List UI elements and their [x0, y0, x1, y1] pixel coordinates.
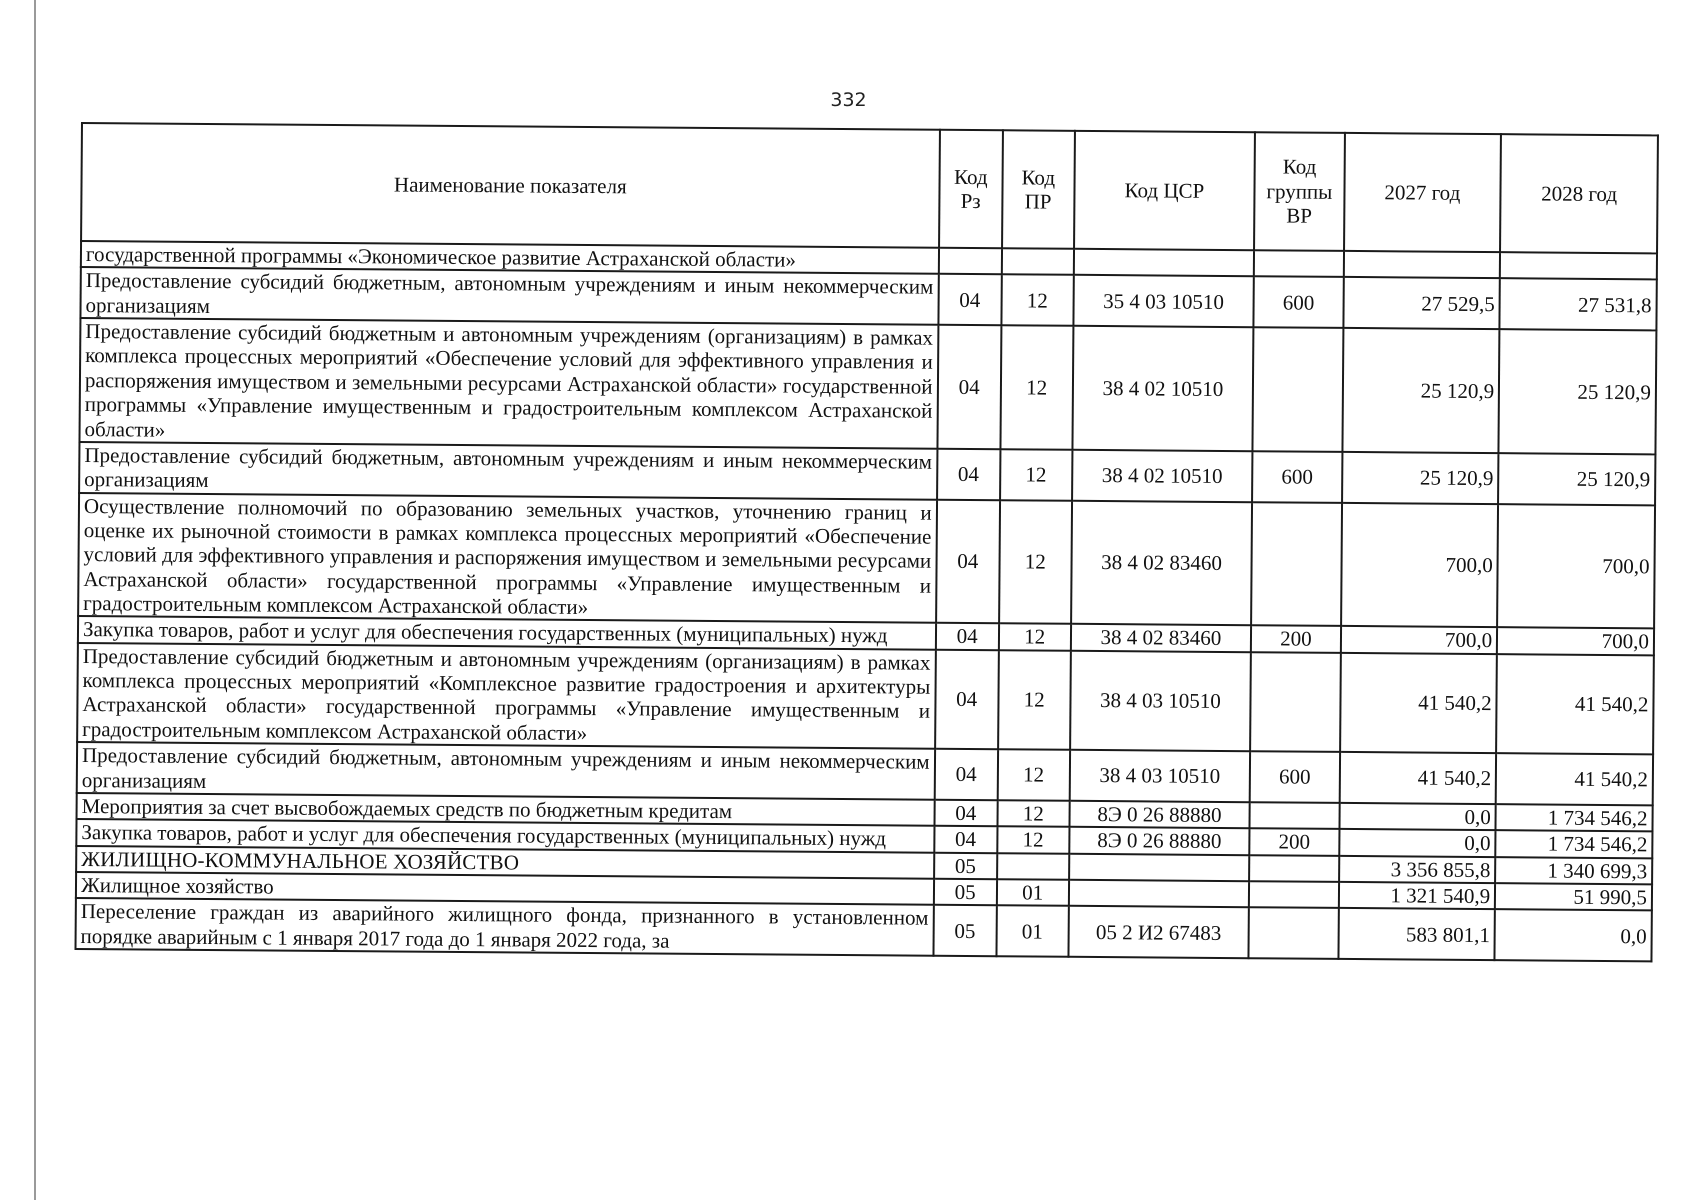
- row-rz: 04: [936, 623, 999, 650]
- row-pr: 01: [997, 879, 1069, 906]
- row-rz: 04: [934, 826, 997, 853]
- row-csr: 38 4 02 10510: [1072, 450, 1253, 502]
- row-csr: [1069, 853, 1250, 881]
- row-csr: 38 4 02 83460: [1071, 500, 1253, 625]
- row-2027: 0,0: [1339, 829, 1496, 857]
- row-rz: [938, 248, 1001, 275]
- row-2027: 0,0: [1339, 803, 1496, 831]
- row-rz: 04: [938, 274, 1002, 325]
- row-2028: 0,0: [1495, 909, 1652, 961]
- row-2028: 1 340 699,3: [1495, 857, 1652, 885]
- row-vr: [1250, 652, 1340, 752]
- row-2028: 700,0: [1497, 628, 1654, 656]
- row-name: Мероприятия за счет высвобождаемых средств по бюджетным кредитам: [77, 793, 935, 826]
- budget-table-sheet: [74, 122, 1658, 962]
- budget-table: [74, 122, 1658, 962]
- row-name: Осуществление полномочий по образованию земельных участков, уточнению границ и оценке их рыночной стоимости в рамках комплекса процессных мероприятий «Обеспечение условий для эффективного управления и распоряжения имуществом и земельными ресурсами Астраханской области» государственной программы «Управление имущественным и градостроительным комплексом Астраханской области»: [78, 493, 937, 624]
- row-2028: 25 120,9: [1498, 453, 1655, 505]
- header-csr: Код ЦСР: [1074, 131, 1256, 250]
- row-vr: [1249, 881, 1338, 908]
- row-csr: 38 4 02 83460: [1070, 624, 1251, 652]
- row-2028: 41 540,2: [1496, 654, 1654, 755]
- row-rz: 04: [937, 449, 1001, 500]
- row-2027: 41 540,2: [1339, 752, 1496, 804]
- row-pr: 12: [997, 826, 1069, 853]
- row-vr: [1251, 502, 1341, 626]
- row-pr: 01: [996, 906, 1068, 957]
- row-csr: 38 4 02 10510: [1072, 326, 1254, 451]
- table-body: [76, 241, 1658, 961]
- row-2028: 41 540,2: [1496, 753, 1653, 805]
- row-2028: 25 120,9: [1499, 329, 1657, 454]
- row-2027: 1 321 540,9: [1338, 882, 1495, 910]
- row-vr: 600: [1254, 277, 1344, 328]
- row-vr: 600: [1252, 451, 1342, 502]
- row-rz: 04: [937, 325, 1001, 449]
- row-csr: 38 4 03 10510: [1070, 651, 1251, 752]
- row-csr: 05 2 И2 67483: [1068, 906, 1249, 958]
- row-2028: 1 734 546,2: [1496, 804, 1653, 832]
- row-2027: 25 120,9: [1342, 452, 1499, 504]
- row-vr: 200: [1251, 626, 1340, 653]
- row-2027: 41 540,2: [1340, 653, 1497, 754]
- header-vr: Код группы ВР: [1254, 132, 1344, 251]
- row-2028: 27 531,8: [1500, 279, 1657, 331]
- row-vr: [1249, 908, 1339, 959]
- row-pr: 12: [1001, 275, 1073, 326]
- row-name: Переселение граждан из аварийного жилищного фонда, признанного в установленном порядке аварийным с 1 января 2017 года до 1 января 2022 года, за: [76, 898, 934, 955]
- table-row: [79, 318, 1656, 454]
- row-rz: 05: [933, 905, 997, 956]
- row-vr: [1253, 327, 1343, 451]
- row-2027: 700,0: [1340, 626, 1497, 654]
- row-name: ЖИЛИЩНО-КОММУНАЛЬНОЕ ХОЗЯЙСТВО: [76, 846, 934, 879]
- row-vr: [1249, 855, 1338, 882]
- header-2028: 2028 год: [1500, 134, 1658, 253]
- row-pr: 12: [999, 624, 1071, 651]
- page-number: 332: [830, 89, 867, 111]
- row-2027: 700,0: [1341, 503, 1499, 628]
- row-2028: [1500, 252, 1657, 280]
- row-vr: [1250, 802, 1339, 829]
- row-vr: [1254, 250, 1343, 277]
- row-rz: 04: [936, 499, 1000, 623]
- row-name: Предоставление субсидий бюджетным и автономным учреждениям (организациям) в рамках комплекса процессных мероприятий «Комплексное развитие градостроения и архитектуры Астраханской области» государственной программы «Управление имущественным и градостроительным комплексом Астраханской области»: [77, 643, 935, 749]
- header-name: Наименование показателя: [81, 123, 940, 248]
- row-2027: 583 801,1: [1338, 908, 1495, 960]
- row-rz: 04: [935, 649, 999, 749]
- row-pr: [1002, 248, 1074, 275]
- row-2028: 1 734 546,2: [1496, 830, 1653, 858]
- page-margin-line: [34, 0, 36, 1200]
- row-2027: [1343, 251, 1500, 279]
- row-csr: 38 4 03 10510: [1069, 750, 1250, 802]
- row-vr: 200: [1250, 828, 1339, 855]
- row-2028: 700,0: [1497, 504, 1655, 629]
- row-2028: 51 990,5: [1495, 883, 1652, 911]
- row-2027: 25 120,9: [1342, 328, 1500, 453]
- table-row: [77, 643, 1654, 755]
- row-name: Закупка товаров, работ и услуг для обеспечения государственных (муниципальных) нужд: [78, 616, 936, 649]
- table-row: [78, 493, 1655, 629]
- row-name: Предоставление субсидий бюджетным и автономным учреждениям (организациям) в рамках комплекса процессных мероприятий «Обеспечение условий для эффективного управления и распоряжения имуществом и земельными ресурсами Астраханской области» государственной программы «Управление имущественным и градостроительным комплексом Астраханской области»: [79, 318, 938, 449]
- row-pr: 12: [1000, 449, 1072, 500]
- row-pr: 12: [1000, 325, 1073, 449]
- row-name: Предоставление субсидий бюджетным, автономным учреждениям и иным некоммерческим организациям: [80, 267, 938, 324]
- row-csr: 8Э 0 26 88880: [1069, 801, 1250, 829]
- row-2027: 3 356 855,8: [1339, 856, 1496, 884]
- row-csr: [1068, 880, 1249, 908]
- row-rz: 04: [934, 800, 997, 827]
- row-csr: [1073, 249, 1254, 277]
- row-vr: 600: [1250, 751, 1340, 802]
- row-name: государственной программы «Экономическое развитие Астраханской области»: [81, 241, 939, 274]
- table-header-row: [81, 123, 1658, 253]
- row-pr: 12: [998, 650, 1071, 750]
- row-name: Закупка товаров, работ и услуг для обеспечения государственных (муниципальных) нужд: [76, 819, 934, 852]
- row-csr: 35 4 03 10510: [1073, 275, 1254, 327]
- row-name: Жилищное хозяйство: [76, 872, 934, 905]
- header-pr: Код ПР: [1002, 130, 1075, 249]
- row-pr: 12: [997, 800, 1069, 827]
- header-2027: 2027 год: [1344, 133, 1502, 252]
- header-rz: Код Рз: [939, 130, 1003, 248]
- row-pr: 12: [997, 749, 1069, 800]
- row-pr: [997, 853, 1069, 880]
- row-csr: 8Э 0 26 88880: [1069, 827, 1250, 855]
- row-rz: 05: [934, 879, 997, 906]
- row-rz: 04: [934, 749, 998, 800]
- row-name: Предоставление субсидий бюджетным, автономным учреждениям и иным некоммерческим организациям: [79, 442, 937, 499]
- row-pr: 12: [999, 500, 1072, 624]
- row-2027: 27 529,5: [1343, 277, 1500, 329]
- row-name: Предоставление субсидий бюджетным, автономным учреждениям и иным некоммерческим организациям: [77, 742, 935, 799]
- row-rz: 05: [934, 852, 997, 879]
